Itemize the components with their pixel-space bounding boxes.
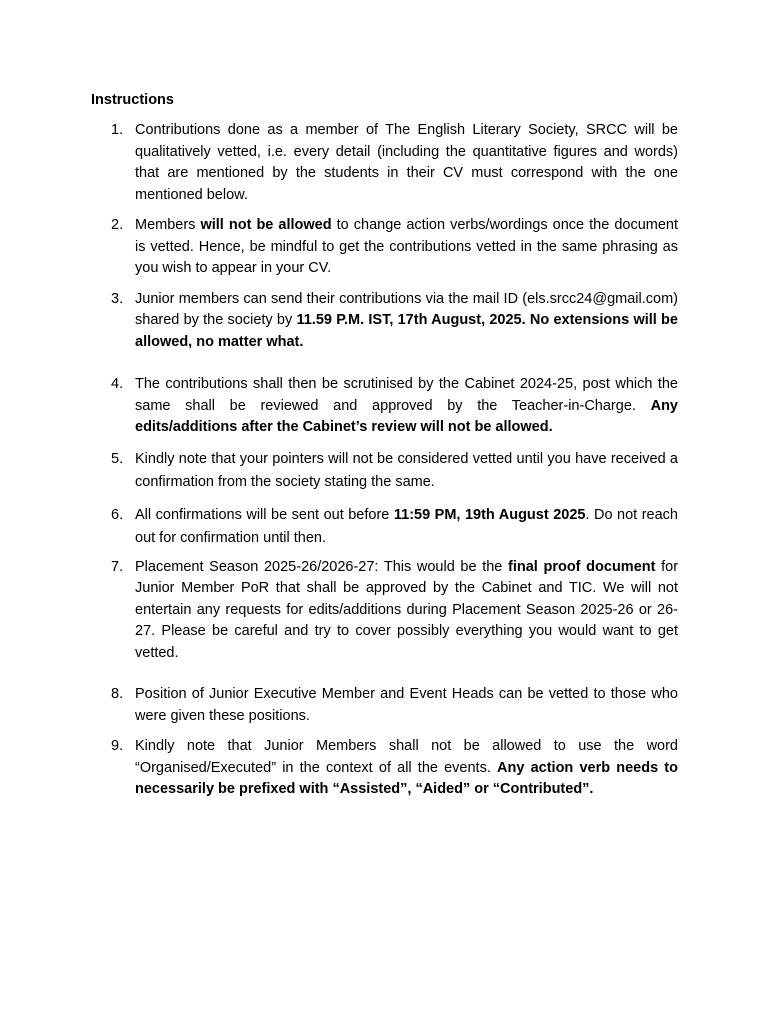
bold-text-segment: Any action verb needs to necessarily be prefixed with “Assisted”, “Aided” or “Contributed”. <box>135 759 678 797</box>
text-segment: Contributions done as a member of The English Literary Society, SRCC will be qualitatively vetted, i.e. every detail (including the quantitative figures and words) that are mentioned by the students in their CV must correspond with the one mentioned below. <box>135 122 678 203</box>
item-text <box>135 686 678 724</box>
item-text <box>135 507 678 546</box>
bold-text-segment: will not be allowed <box>200 217 332 233</box>
text-segment: Placement Season 2025-26/2026-27: This would be the <box>135 558 509 575</box>
list-number: 8. <box>111 686 124 702</box>
bold-text-segment: 11.59 P.M. IST, 17th August, 2025. No extensions will be allowed, no matter what. <box>135 312 678 350</box>
instructions-list <box>91 120 678 801</box>
list-item <box>91 215 678 280</box>
text-segment: Junior members can send their contributions via the mail ID (els.srcc24@gmail.com) shared by the society by <box>135 290 678 328</box>
list-item <box>91 448 678 494</box>
list-item <box>91 120 678 206</box>
list-item <box>91 557 678 665</box>
list-item <box>91 374 678 439</box>
list-number: 3. <box>111 290 124 307</box>
text-segment: Kindly note that Junior Members shall not be allowed to use the word “Organised/Executed” in the context of all the events. <box>135 738 678 776</box>
item-text <box>135 122 678 203</box>
list-item <box>91 736 678 801</box>
item-text <box>135 376 678 435</box>
item-text <box>135 291 678 350</box>
bold-text-segment: 11:59 PM, 19th August 2025 <box>393 506 586 523</box>
list-number: 9. <box>111 738 124 754</box>
item-text <box>135 738 678 797</box>
list-number: 6. <box>111 506 124 523</box>
item-text <box>135 451 678 490</box>
list-item <box>91 289 678 354</box>
text-segment: The contributions shall then be scrutinised by the Cabinet 2024-25, post which the same shall be reviewed and approved by the Teacher-in-Charge. <box>135 376 678 414</box>
text-segment: All confirmations will be sent out before <box>135 506 394 523</box>
text-segment: Members <box>135 217 201 233</box>
text-segment: . Do not reach out for confirmation until then. <box>135 506 678 546</box>
item-text <box>135 217 678 276</box>
list-number: 4. <box>111 376 124 392</box>
text-segment: Position of Junior Executive Member and Event Heads can be vetted to those who were given these positions. <box>135 686 678 724</box>
text-segment: Kindly note that your pointers will not be considered vetted until you have received a confirmation from the society stating the same. <box>135 450 678 490</box>
bold-text-segment: final proof document <box>508 558 656 575</box>
text-segment: for Junior Member PoR that shall be approved by the Cabinet and TIC. We will not entertain any requests for edits/additions during Placement Season 2025-26 or 26-27. Please be careful and try to cover possibly everything you would want to get vetted. <box>135 558 679 661</box>
list-item <box>91 504 678 550</box>
list-item <box>91 684 678 727</box>
bold-text-segment: Any edits/additions after the Cabinet’s review will not be allowed. <box>135 397 678 435</box>
list-number: 1. <box>111 122 124 138</box>
text-segment: to change action verbs/wordings once the document is vetted. Hence, be mindful to get the contributions vetted in the same phrasing as you wish to appear in your CV. <box>135 217 678 276</box>
item-text <box>135 559 678 661</box>
list-number: 7. <box>111 558 124 575</box>
instructions-heading: Instructions <box>91 92 174 108</box>
list-number: 2. <box>111 217 124 233</box>
list-number: 5. <box>111 450 124 467</box>
